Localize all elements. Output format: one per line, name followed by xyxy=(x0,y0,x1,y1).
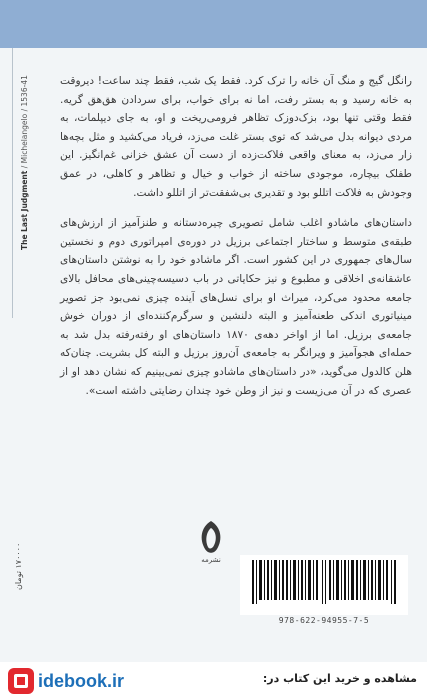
blurb-paragraph-1: رانگل گیج و منگ آن خانه را ترک کرد. فقط یک شب، فقط چند ساعت! دیروقت به خانه رسید و به بستر رفت، اما نه برای خواب، برای سردادن هق‌هق گریه. فقط وقتی تنها بود، بزک‌دوزک تظاهر فرومی‌ریخت و او، به جای دیپلمات، به مردی دیوانه بدل می‌شد که توی بستر غلت می‌زد، فریاد می‌کشید و مثل بچه‌ها زار می‌زد، به معنای واقعی فلاکت‌زده از دست آن عشق خزانی غم‌انگیز. این طفلک بیچاره، موجودی ساخته از خواب و خیال و تظاهر و کاهلی، در عمق وجودش به فلاکت اتللو بود و تقدیری بی‌شفقت‌تر از اتللو داشت. xyxy=(60,75,412,199)
book-store-icon xyxy=(8,668,34,694)
brand-name: idebook.ir xyxy=(38,670,125,691)
artwork-artist: Michelangelo xyxy=(20,113,29,164)
blurb-paragraph-2: داستان‌های ماشادو اغلب شامل تصویری چیره‌دستانه و طنزآمیز از ارزش‌های طبقه‌ی متوسط و ساختار اجتماعی برزیل در دوره‌ی امپراتوری دوم و نخستین سال‌های جمهوری در این کشور است. اگر ماشادو خود را به نوشتن داستان‌های عاشقانه‌ی اخلاقی و مطبوع و نیز حکایاتی در باب دسیسه‌چینی‌های محافل بالای جامعه محدود می‌کرد، میراث او برای نسل‌های آینده چیزی نمی‌بود جز تصویر مینیاتوری اندکی طعنه‌آمیز و البته دلنشین و سرگرم‌کننده‌ای از دوران خوش جامعه‌ی برزیل. اما از اواخر دهه‌ی ۱۸۷۰ داستان‌های او رفته‌رفته بدل شد به حمله‌ای هجوآمیز و ویرانگر به جامعه‌ی آن‌روز برزیل و البته کل بشریت. چنان‌که هلن کالدول می‌گوید، «در داستان‌های ماشادو چیزی نمی‌بینیم که نشان دهد او از عصری که در آن می‌زیست و نیز از وطن خود چندان رضایتی داشته است». xyxy=(60,217,412,397)
price-label: ۱۷۰۰۰۰ تومان xyxy=(14,542,23,590)
watermark-footer xyxy=(0,662,427,700)
spine-caption: The Last Judgment / Michelangelo / 1536-41 xyxy=(20,75,29,250)
barcode-icon xyxy=(250,560,400,604)
spine-divider xyxy=(12,48,13,318)
brand-link[interactable] xyxy=(8,666,124,696)
top-color-band xyxy=(0,0,427,48)
artwork-title: The Last Judgment xyxy=(20,170,29,250)
isbn-number: 978-622-94955-7-5 xyxy=(278,616,370,625)
artwork-years: 1536-41 xyxy=(20,75,29,107)
publisher-logo-icon xyxy=(197,519,225,559)
publisher-name: نشرمه xyxy=(201,556,221,564)
footer-caption: مشاهده و خرید این کتاب در: xyxy=(262,672,417,685)
blurb-text xyxy=(60,72,412,412)
